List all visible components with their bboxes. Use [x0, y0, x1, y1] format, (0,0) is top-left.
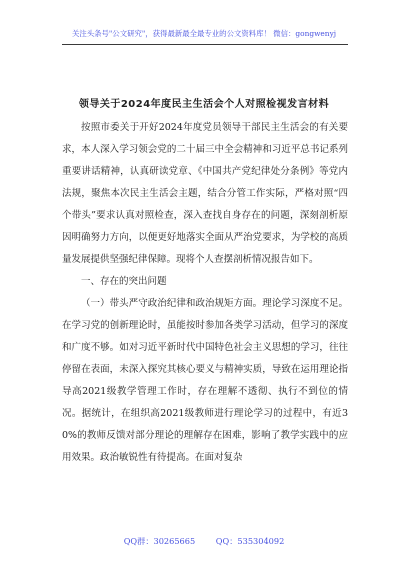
footer-contact — [0, 536, 408, 547]
section-heading-problems: 一、存在的突出问题 — [81, 276, 167, 287]
document-body — [62, 117, 348, 469]
header-divider — [62, 44, 348, 45]
paragraph-intro: 按照市委关于开好2024年度党员领导干部民主生活会的有关要求，本人深入学习领会党的二十届三中全会精神和习近平总书记系列重要讲话精神，认真研读党章、《中国共产党纪律处分条例》等党内法规，聚焦本次民主生活会主题，结合分管工作实际，严格对照“四个带头”要求认真对照检查，深入查找自身存在的问题，深刻剖析原因明确努力方向，以便更好地落实全面从严治党要求，为学校的高质量发展提供坚强纪律保障。现将个人查摆剖析情况报告如下。 — [62, 122, 348, 265]
paragraph-political-discipline: （一）带头严守政治纪律和政治规矩方面。理论学习深度不足。在学习党的创新理论时，虽能按时参加各类学习活动，但学习的深度和广度不够。如对习近平新时代中国特色社会主义思想的学习，往往停留在表面，未深入探究其核心要义与精神实质，导致在运用理论指导高2021级教学管理工作时，存在理解不透彻、执行不到位的情况。据统计，在组织高2021级教师进行理论学习的过程中，有近30%的教师反馈对部分理论的理解存在困难，影响了教学实践中的应用效果。政治敏锐性有待提高。在面对复杂 — [62, 298, 348, 463]
footer-qq-number: QQ：535304092 — [215, 536, 285, 546]
footer-qq-group: QQ群：30265665 — [123, 536, 196, 546]
promo-header-banner: 关注头条号"公文研究"，获得最新最全最专业的公文资料库！ 微信：gongwenyj — [71, 29, 337, 38]
document-title: 领导关于2024年度民主生活会个人对照检视发言材料 — [78, 99, 330, 110]
